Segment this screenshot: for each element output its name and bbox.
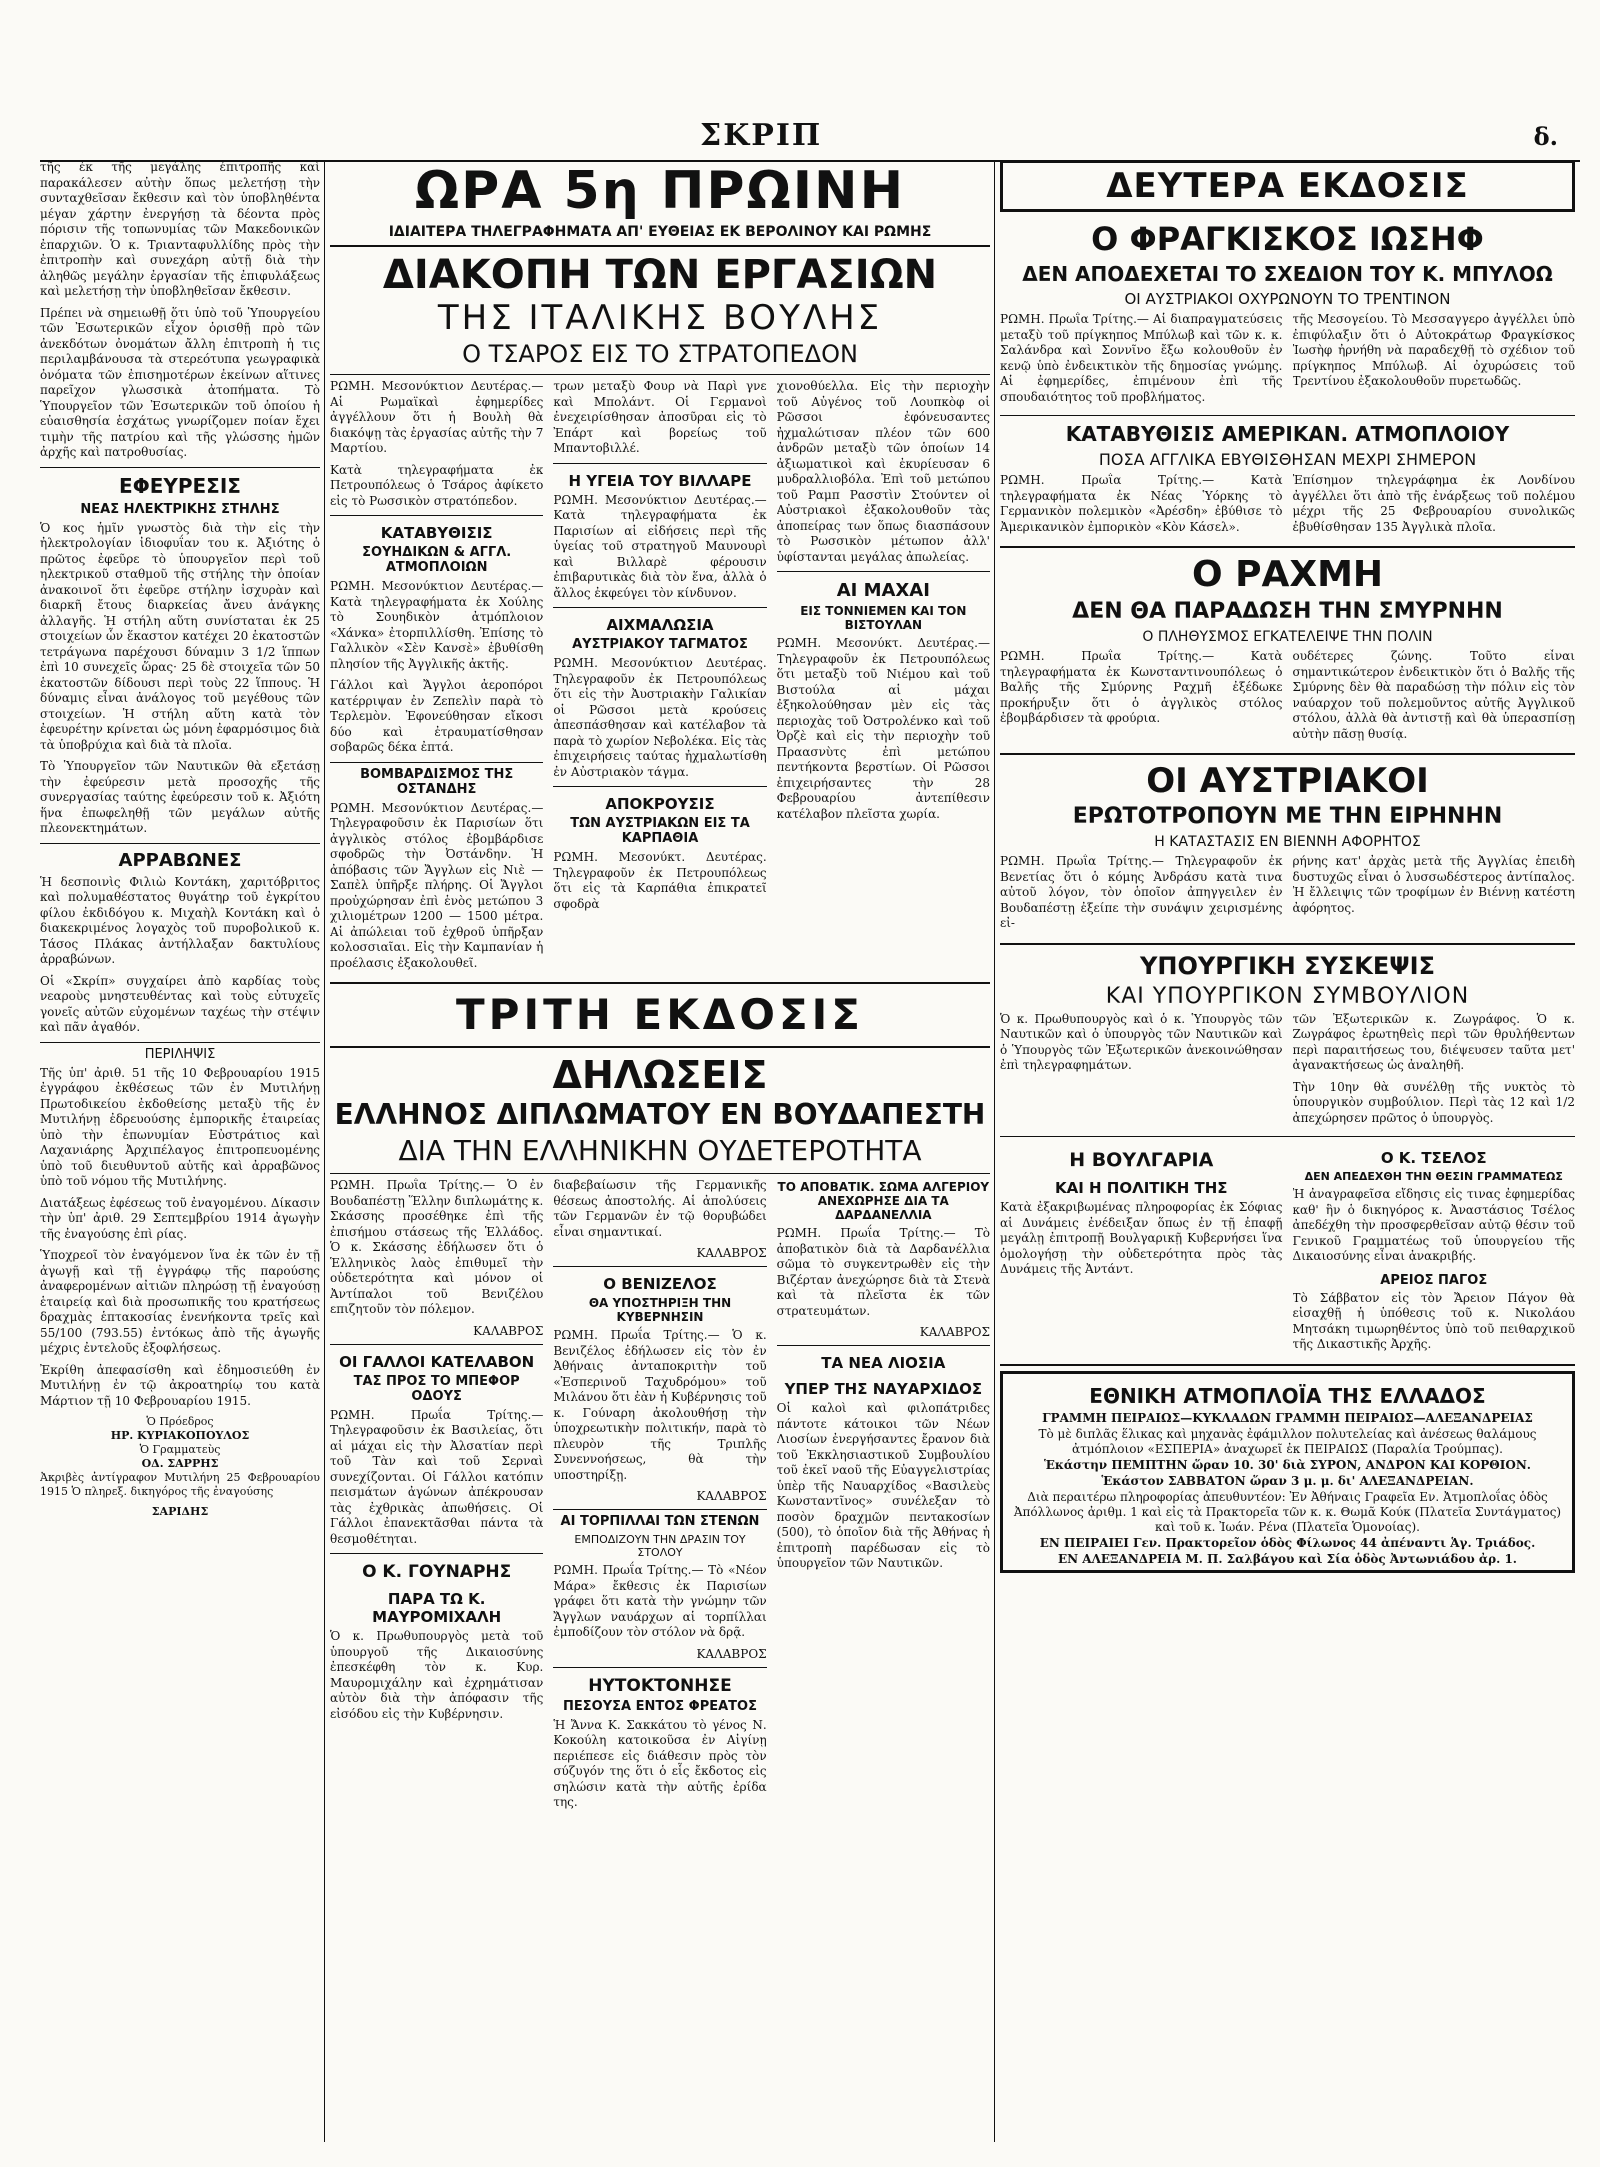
headline: ΑΙΧΜΑΛΩΣΙΑ: [606, 616, 714, 634]
headline: ΑΙ ΜΑΧΑΙ: [836, 580, 930, 601]
signature-name: ΟΔ. ΣΑΡΡΗΣ: [141, 1457, 219, 1470]
lead-subheadline: Ο ΤΣΑΡΟΣ ΕΙΣ ΤΟ ΣΤΡΑΤΟΠΕΔΟΝ: [462, 340, 858, 368]
headline: ΑΡΕΙΟΣ ΠΑΓΟΣ: [1380, 1272, 1488, 1288]
headline: ΤΑ ΝΕΑ ΛΙΟΣΙΑ: [821, 1354, 946, 1372]
column-left: [40, 160, 320, 2150]
article-text: ΡΩΜΗ. Μεσονύκτιον Δευτέρας.— Αἱ Ρωμαϊκαὶ ἐφημερίδες ἀγγέλλουν ὅτι ἡ Βουλὴ θὰ διακόψῃ τὰς ἐργασίας αὐτῆς τὴν 7 Μαρτίου.: [330, 379, 544, 455]
article-text: Οἱ καλοὶ καὶ φιλοπάτριδες πάντοτε κάτοικοι τῶν Νέων Λιοσίων ἐνεργήσαντες ἔρανον διὰ τοῦ Ἐκκλησιαστικοῦ Συμβουλίου τοῦ ἐκεῖ ναοῦ τῆς Εὐαγγελιστρίας ὑπὲρ τῆς Ναυαρχίδος «Βασιλεὺς Κωνσταντῖνος» συνέλεξαν τὸ ποσὸν δραχμῶν πεντακοσίων (500), τὸ ὁποῖον διὰ τῆς Ἀθήνας ἡ ἐπιτροπὴ παρέδωσαν εἰς τὸ ὑπουργεῖον τῶν Ναυτικῶν.: [776, 1401, 990, 1570]
subheadline: ΑΥΣΤΡΙΑΚΟΥ ΤΑΓΜΑΤΟΣ: [572, 637, 748, 652]
article-text: Ἐπίσημον τηλεγράφημα ἐκ Λονδίνου ἀγγέλλει ὅτι ἀπὸ τῆς ἐνάρξεως τοῦ πολέμου μέχρι τῆς 25 Φεβρουαρίου συνολικῶς ἐβυθίσθησαν 135 Ἀγγλικὰ πλοῖα.: [1292, 473, 1575, 534]
headline: ΔΕΝ ΑΠΟΔΕΧΕΤΑΙ ΤΟ ΣΧΕΔΙΟΝ ΤΟΥ Κ. ΜΠΥΛΟΩ: [1022, 262, 1553, 286]
headline: ΟΙ ΓΑΛΛΟΙ ΚΑΤΕΛΑΒΟΝ: [339, 1352, 535, 1371]
subheadline: ΠΟΣΑ ΑΓΓΛΙΚΑ ΕΒΥΘΙΣΘΗΣΑΝ ΜΕΧΡΙ ΣΗΜΕΡΟΝ: [1098, 450, 1477, 469]
article-text: Διατάξεως ἐφέσεως τοῦ ἐναγομένου. Δίκασιν τὴν ὑπ' ἀριθ. 29 Σεπτεμβρίου 1914 ἀγωγὴν τῆς ἐναγούσης ἐπὶ ρίας.: [40, 1195, 320, 1241]
article-text: Τὸ Ὑπουργεῖον τῶν Ναυτικῶν θὰ εξετάσῃ τὴν ἐφεύρεσιν μετὰ προσοχῆς τῆς συνεργασίας ταύτης ἐφεύρεσιν τοῦ κ. Ἀξιότη ἥνα ἐπωφεληθῇ τῶν μεγάλων αὐτῆς πλεονεκτημάτων.: [40, 759, 320, 835]
lower-columns: [330, 1178, 990, 1817]
article-text: ΡΩΜΗ. Μεσονύκτιον Δευτέρας. Τηλεγραφοῦν ἐκ Πετρουπόλεως ὅτι εἰς τὴν Ἀυστριακὴν Γαλικίαν οἱ Ρῶσσοι μετὰ κρούσεις ἀπεσπάσθησαν καὶ κατέλαβον τὰ παρὰ τὸ χωρίον Νεβολέκα. Εἰς τὰς ἐπιχειρήσεις ταύτας ἠχμαλωτίσθη ἐν Αὐστριακὸν τάγμα.: [553, 656, 767, 779]
column-divider: [994, 162, 995, 2142]
headline: ΑΡΡΑΒΩΝΕΣ: [118, 849, 242, 871]
article-text: Γάλλοι καὶ Ἄγγλοι ἀεροπόροι κατέρριψαν ἐν Ζεπελὶν παρὰ τὸ Τερλεμὸν. Ἐφονεύθησαν εἴκοσι δύο καὶ ἐτραυματίσθησαν σοβαρῶς δέκα ἐπτά.: [330, 678, 544, 754]
byline: ΚΑΛΑΒΡΟΣ: [696, 1246, 767, 1260]
article-text: ΡΩΜΗ. Μεσονύκτιον Δευτέρας.— Κατὰ τηλεγραφήματα ἐκ Παρισίων αἱ εἰδήσεις περὶ τῆς ὑγείας τοῦ στρατηγοῦ Μαυνουρὶ καὶ Βιλλαρὲ φέρουσιν ἐπιβαρυτικὰς διὰ τὸν ἕνα, ἀλλὰ ὁ ἄλλος ἐκφεύγει τὸν κίνδυνον.: [553, 492, 767, 600]
article-text: ρήνης κατ' ἀρχὰς μετὰ τῆς Ἀγγλίας ἐπειδὴ δυστυχῶς εἶναι ὁ λυσσωδέστερος ἀντίπαλος. Ἡ ἔλλειψις τῶν τροφίμων ἐν Βιέννῃ κατέστη ἀφόρητος.: [1292, 854, 1575, 915]
subheadline: ΝΕΑΣ ΗΛΕΚΤΡΙΚΗΣ ΣΤΗΛΗΣ: [80, 501, 280, 517]
ad-headline: ΕΘΝΙΚΗ ΑΤΜΟΠΛΟΪΑ ΤΗΣ ΕΛΛΑΔΟΣ: [1089, 1383, 1486, 1408]
article-text: Τῆς ὑπ' ἀριθ. 51 τῆς 10 Φεβρουαρίου 1915 ἐγγράφου ἐκθέσεως τῶν ἐν Μυτιλήνῃ Πρωτοδικείου ἐκδοθείσης μεταξὺ τῆς ἐν Μυτιλήνῃ ἐδρευούσης ἐμπορικῆς ἑταιρείας ὑπὸ τὴν ἐπωνυμίαν Εὐστράτιος καὶ Λαχανιάρης Ἀρχιπέλαγος ἐπιτροπευομένης ὑπὸ τοῦ διευθυντοῦ αὐτῆς καὶ ἀρραβῶνος ὑπὸ τοῦ νόμου τῆς Μυτιλήνης.: [40, 1065, 320, 1188]
lead-headline: ΤΗΣ ΙΤΑΛΙΚΗΣ ΒΟΥΛΗΣ: [437, 298, 883, 338]
byline: ΚΑΛΑΒΡΟΣ: [696, 1646, 767, 1661]
subheadline: ΕΙΣ ΤΟΝΝΙΕΜΕΝ ΚΑΙ ΤΟΝ ΒΙΣΤΟΥΛΑΝ: [800, 604, 967, 632]
subheadline: Ο ΠΛΗΘΥΣΜΟΣ ΕΓΚΑΤΕΛΕΙΨΕ ΤΗΝ ΠΟΛΙΝ: [1142, 629, 1433, 645]
subheadline: ΟΙ ΑΥΣΤΡΙΑΚΟΙ ΟΧΥΡΩΝΟΥΝ ΤΟ ΤΡΕΝΤΙΝΟΝ: [1124, 290, 1451, 308]
banner-headline: ΩΡΑ 5η ΠΡΩΙΝΗ: [414, 161, 906, 221]
subheadline: ΥΠΕΡ ΤΗΣ ΝΑΥΑΡΧΙΔΟΣ: [784, 1380, 983, 1398]
headline: ΚΑΤΑΒΥΘΙΣΙΣ: [380, 524, 493, 542]
article-text: Κατὰ τηλεγραφήματα ἐκ Πετρουπόλεως ὁ Τσάρος ἀφίκετο εἰς τὸ Ρωσσικὸν στρατόπεδον.: [330, 462, 544, 508]
ad-text: ΕΝ ΠΕΙΡΑΙΕΙ Γεν. Πρακτορεῖον ὁδὸς Φίλωνος 44 ἀπέναντι Ἁγ. Τριάδος.: [1039, 1535, 1536, 1550]
article-text: Ὁ κ. Πρωθυπουργὸς μετὰ τοῦ ὑπουργοῦ τῆς Δικαιοσύνης ἐπεσκέφθη τὸν κ. Κυρ. Μαυρομιχάλην καὶ ἐχρημάτισαν αὐτὸν διὰ τὴν ἀπόφασιν τῆς εἰσόδου εἰς τὴν Κυβέρνησιν.: [330, 1629, 544, 1721]
article-columns: [1000, 473, 1575, 541]
subheadline: ΠΕΣΟΥΣΑ ΕΝΤΟΣ ΦΡΕΑΤΟΣ: [563, 1698, 757, 1714]
article-columns: [1000, 1141, 1575, 1359]
article-text: ΡΩΜΗ. Πρωΐα Τρίτης.— Τηλεγραφοῦσιν ἐκ Βασιλείας, ὅτι αἱ μάχαι εἰς τὴν Ἀλσατίαν περὶ τοῦ Τὰν καὶ τοῦ Σερναὶ συνεχίζονται. Οἱ Γάλλοι κατόπιν πεισμάτων ἀγώνων ἀπέκρουσαν τὰς ἐχθρικὰς ἀπωθήσεις. Οἱ Γάλλοι ἐπανεκτᾶσθαι πάντα τὰ θεσμοθέτηται.: [330, 1407, 544, 1546]
subheadline: ΕΜΠΟΔΙΖΟΥΝ ΤΗΝ ΔΡΑΣΙΝ ΤΟΥ ΣΤΟΛΟΥ: [574, 1533, 746, 1559]
edition-banner: ΤΡΙΤΗ ΕΚΔΟΣΙΣ: [456, 990, 864, 1039]
headline: Ο ΡΑΧΜΗ: [1191, 554, 1384, 595]
signature-name: ΗΡ. ΚΥΡΙΑΚΟΠΟΥΛΟΣ: [110, 1429, 250, 1442]
signature-label: Ὁ Γραμματεὺς: [139, 1443, 221, 1456]
article-text: ΡΩΜΗ. Πρωΐα Τρίτης.— Κατὰ τηλεγραφήματα ἐκ Κωνσταντινουπόλεως ὁ Βαλῆς τῆς Σμύρνης Ραχμῆ ἐξέδωκε προκήρυξιν ὅτι ὁ ἀγγλικὸς στόλος ἐβομβάρδισεν τὰ φρούρια.: [1000, 649, 1283, 725]
edition-banner: ΔΕΥΤΕΡΑ ΕΚΔΟΣΙΣ: [1000, 160, 1575, 212]
headline: ΠΕΡΙΛΗΨΙΣ: [144, 1046, 216, 1062]
lead-columns: [330, 379, 990, 977]
subheadline: Η ΚΑΤΑΣΤΑΣΙΣ ΕΝ ΒΙΕΝΝΗ ΑΦΟΡΗΤΟΣ: [1154, 834, 1421, 850]
article-text: ΡΩΜΗ. Μεσονύκτιον Δευτέρας.— Κατὰ τηλεγραφήματα ἐκ Χούλης τὸ Σουηδικὸν ἀτμόπλοιον «Χάνκα» ἐτορπιλλίσθη. Ἐπίσης τὸ Γαλλικὸν «Σὲν Κανσὲ» ἐβυθίσθη πλησίον τῆς Ἀγγλικῆς ἀκτῆς.: [330, 579, 544, 671]
article-text: τῶν Ἐξωτερικῶν κ. Ζωγράφος. Ὁ κ. Ζωγράφος ἐρωτηθεὶς περὶ τῶν θρυλήθεντων περὶ παραιτήσεως του, διέψευσεν ταῦτα μετ' ἀγανακτήσεως ὡς ἀναληθῆ.: [1292, 1011, 1575, 1072]
column-right: [1000, 160, 1575, 2150]
subheadline: ΠΑΡΑ ΤΩ Κ. ΜΑΥΡΟΜΙΧΑΛΗ: [372, 1590, 502, 1626]
headline: ΚΑΤΑΒΥΘΙΣΙΣ ΑΜΕΡΙΚΑΝ. ΑΤΜΟΠΛΟΙΟΥ: [1065, 422, 1510, 446]
article-text: Πρέπει νὰ σημειωθῇ ὅτι ὑπὸ τοῦ Ὑπουργείου τῶν Ἐσωτερικῶν εἶχον ὁρισθῇ πρὸ τῶν ἀνεκδότων ὀνομάτων ἄλλη ἐπιτροπὴ ἡ τις περιλαμβάνουσα τὰ στερεότυπα γεωγραφικὰ ὀνόματα τῶν ἐπισημοτέρων ἐκείνων αἵτινες παρεῖχον γλωσσικὰ ἀτοπήματα. Τὸ Ὑπουργεῖον τῶν Ἐσωτερικῶν τοῦ ὁποίου ἡ εὐαισθησία ἐσχάτως γνωρίζομεν ποίαν ἔχει τιμὴν τῆς πατρίου καὶ τῆς γλώσσης ἠμῶν ἀρχῆς καὶ πατροθυσίας.: [40, 305, 320, 459]
article-columns: [1000, 1012, 1575, 1133]
newspaper-title: ΣΚΡΙΠ: [700, 118, 823, 153]
subheadline: ΤΩΝ ΑΥΣΤΡΙΑΚΩΝ ΕΙΣ ΤΑ ΚΑΡΠΑΘΙΑ: [570, 816, 750, 846]
article-text: ΡΩΜΗ. Μεσονύκτ. Δευτέρας. Τηλεγραφοῦν ἐκ Πετρουπόλεως ὅτι εἰς τὰ Καρπάθια ἐπικρατεῖ σφοδρὰ: [553, 850, 767, 911]
article-text: Τὴν 10ην θὰ συνέλθῃ τῆς νυκτὸς τὸ ὑπουργικὸν συμβούλιον. Περὶ τὰς 12 καὶ 1/2 ἀπεχώρησεν πρῶτος ὁ ὑπουργὸς.: [1292, 1079, 1575, 1125]
article-columns: [1000, 649, 1575, 748]
column-middle: [330, 160, 990, 2150]
advertisement: [1000, 1371, 1575, 1573]
article-text: Ἡ δεσποινὶς Φιλιὼ Κοντάκη, χαριτόβριτος καὶ πολυμαθέστατος θυγάτηρ τοῦ ἐγκρίτου φίλου ἐκδιδόγου κ. Μιχαὴλ Κοντάκη καὶ ὁ διακεκριμένος λογαχὸς τοῦ πυροβολικοῦ κ. Τάσος Πλάκας ἀντήλλαξαν δακτυλίους ἀρραβώνων.: [40, 874, 320, 966]
lead-headline: ΔΙΑΚΟΠΗ ΤΩΝ ΕΡΓΑΣΙΩΝ: [382, 252, 938, 298]
headline: ΕΛΛΗΝΟΣ ΔΙΠΛΩΜΑΤΟΥ ΕΝ ΒΟΥΔΑΠΕΣΤΗ: [334, 1098, 986, 1131]
article-text: Ἡ ἀναγραφεῖσα εἴδησις εἰς τινας ἐφημερίδας καθ' ἣν ὁ δικηγόρος κ. Ἀναστάσιος Τσέλος ἀπεδέχθη τὴν προσφερθεῖσαν αὐτῷ θέσιν τοῦ Γενικοῦ Γραμματέως τοῦ ὑπουργείου τῆς Δικαιοσύνης εἶναι ἀνακριβής.: [1292, 1187, 1575, 1263]
article-text: χιονοθύελλα. Εἰς τὴν περιοχὴν τοῦ Αὐγένος τοῦ Λουπκὸφ οἱ Ρῶσσοι ἐφόνευσαντες ἠχμαλώτισαν πλέον τῶν 600 ἀνδρῶν μεταξὺ τῶν ὁποίων 14 ἀξιωματικοὶ καὶ ἐκυρίευσαν 6 μυδραλλιοβόλα. Ἐπὶ τοῦ μετώπου τοῦ Ραμπ Ρασστὶν Στούντεν οἱ Αὐστριακοὶ ἐξακολουθοῦν τὰς ἀποπείρας των ὅπως διασπάσουν τὸ Ρωσσικὸν μέτωπον ἀλλ' ὑφίστανται μεγάλας ἀπωλείας.: [776, 379, 990, 564]
subheadline: ΣΟΥΗΔΙΚΩΝ & ΑΓΓΛ. ΑΤΜΟΠΛΟΙΩΝ: [362, 545, 512, 575]
headline: ΗΥΤΟΚΤΟΝΗΣΕ: [588, 1675, 732, 1696]
article-text: διαβεβαίωσιν τῆς Γερμανικῆς θέσεως ἀποστολής. Αἱ ἀπολύσεις τῶν Γερμανῶν ἐν τῷ θορυβώδει εἶναι σημαντικαί.: [553, 1178, 767, 1239]
subheadline: ΤΑΣ ΠΡΟΣ ΤΟ ΜΠΕΦΟΡ ΟΔΟΥΣ: [353, 1373, 520, 1404]
headline: Ο ΒΕΝΙΖΕΛΟΣ: [603, 1275, 717, 1293]
article-columns: [1000, 312, 1575, 411]
headline: ΟΙ ΑΥΣΤΡΙΑΚΟΙ: [1146, 761, 1429, 801]
column-divider: [324, 162, 325, 2142]
headline: Η ΥΓΕΙΑ ΤΟΥ ΒΙΛΛΑΡΕ: [568, 471, 752, 490]
masthead: [40, 118, 1580, 158]
article-text: Ἡ Ἄννα Κ. Σακκάτου τὸ γένος Ν. Κοκούλη κατοικοῦσα ἐν Αἰγίνῃ περιέπεσε εἰς διάθεσιν πρὸς τὸν σύζυγόν της ὅτι ὁ εἷς ἔκδοτος εἰς σηλώσιν κατὰ τὴν αὐτῆς ἐρίδα της.: [553, 1717, 767, 1809]
headline: ΕΡΩΤΟΤΡΟΠΟΥΝ ΜΕ ΤΗΝ ΕΙΡΗΝΗΝ: [1072, 804, 1503, 829]
ad-text: Ἑκάστον ΣΑΒΒΑΤΟΝ ὥραν 3 μ. μ. δι' ΑΛΕΞΑΝΔΡΕΙΑΝ.: [1101, 1473, 1474, 1488]
article-text: Ὁ κ. Πρωθυπουργὸς καὶ ὁ κ. Ὑπουργὸς τῶν Ναυτικῶν καὶ ὁ ὑπουργὸς τῶν Ναυτικῶν καὶ ὁ Ὑπουργὸς τῶν Ἐξωτερικῶν ἀνεκοινώθησαν ἐπὶ τηλεγραφημάτων.: [1000, 1011, 1283, 1072]
article-text: Ἐκρίθη ἀπεφασίσθη καὶ ἐδημοσιεύθη ἐν Μυτιλήνῃ ἐν τῷ ἀκροατηρίῳ του κατὰ Μάρτιον τῇ 10 Φεβρουαρίου 1915.: [40, 1362, 320, 1408]
byline: ΚΑΛΑΒΡΟΣ: [473, 1323, 544, 1338]
ad-text: Ἑκάστην ΠΕΜΠΤΗΝ ὥραν 10. 30' διὰ ΣΥΡΟΝ, ΑΝΔΡΟΝ ΚΑΙ ΚΟΡΘΙΟΝ.: [1044, 1457, 1531, 1472]
subheadline: ΚΑΙ ΥΠΟΥΡΓΙΚΟΝ ΣΥΜΒΟΥΛΙΟΝ: [1105, 983, 1470, 1009]
article-text: ΡΩΜΗ. Μεσονύκτ. Δευτέρας.— Τηλεγραφοῦν ἐκ Πετρουπόλεως ὅτι μεταξὺ τοῦ Νιέμου καὶ τοῦ Βιστούλα αἱ μάχαι ἐξηκολούθησαν μὲν εἰς τὰς περιοχὰς τοῦ Ὀστρολένκο καὶ τοῦ Ὀρζὲ καὶ εἰς τὴν περιοχὴν τοῦ Πραασνὺτς ἐπὶ μετώπου πεντήκοντα βερστίων. Οἱ Ρῶσσοι ἐπιχειρήσαντες τὴν 28 Φεβρουαρίου ἀντεπίθεσιν κατέλαβον πλεῖστα χωρία.: [776, 636, 990, 821]
article-text: ΡΩΜΗ. Πρωΐα Τρίτης.— Τὸ ἀποβατικὸν διὰ τὰ Δαρδανέλλια σῶμα τὸ συγκεντρωθὲν εἰς τὴν Βιζέρταν ἀνεχώρησε διὰ τὰ Στενὰ καὶ τὰ πλεῖστα ἐκ τῶν στρατευμάτων.: [776, 1226, 990, 1318]
article-text: ΡΩΜΗ. Πρωΐα Τρίτης.— Ὁ κ. Βενιζέλος ἐδήλωσεν εἰς τὸν ἐν Ἀθήναις ἀνταποκριτὴν τοῦ «Ἑσπερινοῦ Ταχυδρόμου» τοῦ Μιλάνου ὅτι ἐὰν ἡ Κυβέρνησις τοῦ κ. Γούναρη ἀκολουθήσῃ τὴν ὑποχρεωτικὴν πολιτικήν, παρὰ τὸ πλευρὸν τῆς Τριπλῆς Συνεννοήσεως, θὰ τὴν υποστηρίξῃ.: [553, 1328, 767, 1482]
byline: ΚΑΛΑΒΡΟΣ: [696, 1489, 767, 1503]
article-text: τῆς Μεσογείου. Τὸ Μεσσαγγερο ἀγγέλλει ὑπὸ ἐπιφύλαξιν ὅτι ὁ Αὐτοκράτωρ Φραγκίσκος Ἰωσὴφ ἠρνήθη νὰ παραδεχθῇ τὸ σχέδιον τοῦ πρίγκηπος Μπύλωβ. Αἱ ὀχυρώσεις τοῦ Τρεντίνου ἐξακολουθοῦν πυρετωδῶς.: [1292, 312, 1575, 388]
banner-subheadline: ΙΔΙΑΙΤΕΡΑ ΤΗΛΕΓΡΑΦΗΜΑΤΑ ΑΠ' ΕΥΘΕΙΑΣ ΕΚ ΒΕΡΟΛΙΝΟΥ ΚΑΙ ΡΩΜΗΣ: [388, 224, 932, 240]
article-text: ουδέτερες ζώνης. Τοῦτο εἶναι σημαντικώτερον ἐνδεικτικὸν ὅτι ὁ Βαλῆς τῆς Σμύρνης δὲν θὰ παραδώσῃ τὴν πόλιν εἰς τὸν ναύαρχον τοῦ πολεμοῦντος αὐτῆς Ἀγγλικοῦ στόλου, ἀλλὰ θὰ ἀντιστῇ καὶ θὰ ὑπερασπίσῃ αὐτὴν πᾶσῃ θυσίᾳ.: [1292, 649, 1575, 741]
article-text: Ὁ κος ἡμῖν γνωστὸς διὰ τὴν εἰς τὴν ἠλεκτρολογίαν ἰδιοφυΐαν του κ. Ἀξιότης ὁ πρῶτος ἐφεῦρε τὸ ὑπουργεῖον περὶ τοῦ ηλεκτρικοῦ σταθμοῦ τῆς στήλης τὴν ὁποίαν ἀνακοινοῖ ὅτι ἐφεῦρε στήλην ἰσχυρὰν καὶ διαρκῆ ἔτους διαρκείας ἄνευ ἀνάγκης ἀλλαγῆς. Ἡ στήλη αὕτη συνίσταται ἐκ 25 στοιχείων ὧν ἕκαστον κατέχει 20 ἑκατοστῶν τετράγωνα παρέχουσι δύναμιν 3 1/2 ἵππων ἐπὶ 10 συνεχεῖς ὥρας· 25 δὲ στοιχεῖα τῶν 50 ἑκατοστῶν δίδουσι περὶ τοὺς 22 ἵππους. Ἡ δύναμις εἶναι ἀνάλογος τοῦ μεγέθους τῶν στοιχείων. Ἡ στήλη αὕτη κατὰ τὸν ἐφευρέτην κρίνεται ὡς μόνη ἐφαρμόσιμος διὰ τὰ ὑποβρύχια καὶ διὰ τὰ πλοῖα.: [40, 520, 320, 752]
article-text: Κατὰ ἐξακριβωμένας πληροφορίας ἐκ Σόφιας αἱ Δυνάμεις ἐνέδειξαν ὅπως ἐν τῇ ἐπαφῇ μεγάλῃ ἐπιτροπῇ Βουλγαρικῇ Κυβερνήσει ἵνα ὁμολογήσῃ τὴν οὐδετερότητα πρὸς τὰς Δυνάμεις τῆς Ἀντάντ.: [1000, 1200, 1283, 1276]
byline: ΚΑΛΑΒΡΟΣ: [919, 1325, 990, 1339]
headline: ΑΠΟΚΡΟΥΣΙΣ: [605, 795, 715, 813]
subheadline: ΚΑΙ Η ΠΟΛΙΤΙΚΗ ΤΗΣ: [1054, 1179, 1228, 1197]
article-text: τῆς ἐκ τῆς μεγάλης ἐπιτροπῆς καὶ παρακάλεσεν αὐτὴν ὅπως μελετήσῃ τὴν συνταχθεῖσαν ἔκθεσιν καὶ τὸν ὑποβληθέντα μέγαν χάρτην ἐνεργήσῃ τὰ δέοντα πρὸς πόρισιν τῆς τοπωνυμίας τῶν Μακεδονικῶν ἐπαρχιῶν. Ὁ κ. Τριανταφυλλίδης πρὸς τὴν ἐπιτροπὴν καὶ συνεχάρη αὐτῇ διὰ τὴν ἀληθῶς μεγάλην ἐργασίαν τῆς ἐπιφυλάξεως καὶ μελετήσῃ τὴν ὑποβληθεῖσαν ἔκθεσιν.: [40, 160, 320, 298]
page-number: δ.: [1533, 122, 1558, 151]
article-text: ΡΩΜΗ. Μεσονύκτιον Δευτέρας.— Τηλεγραφοῦσιν ἐκ Παρισίων ὅτι ἀγγλικὸς στόλος ἐβομβάρδισε σφοδρῶς τὴν Ὀστάνδην. Ἡ ἀπόβασις τῶν Ἄγγλων εἰς Νιὲ — Σαπὲλ ὑπῆρξε πλήρης. Οἱ Ἄγγλοι προὐχώρησαν ἐπὶ ἑνὸς μετώπου 3 χιλιομέτρων 1200 — 1500 μέτρα. Αἱ ἀπώλειαι τοῦ ἐχθροῦ ὑπῆρξαν κολοσσιαῖαι. Εἰς τὴν Καμπανίαν ἡ προέλασις ἐξακολουθεῖ.: [330, 800, 544, 970]
headline: ΤΟ ΑΠΟΒΑΤΙΚ. ΣΩΜΑ ΑΛΓΕΡΙΟΥ ΑΝΕΧΩΡΗΣΕ ΔΙΑ ΤΑ ΔΑΡΔΑΝΕΛΛΙΑ: [777, 1180, 990, 1222]
ad-text: ΓΡΑΜΜΗ ΠΕΙΡΑΙΩΣ—ΚΥΚΛΑΔΩΝ ΓΡΑΜΜΗ ΠΕΙΡΑΙΩΣ—ΑΛΕΞΑΝΔΡΕΙΑΣ: [1042, 1410, 1533, 1425]
headline: ΒΟΜΒΑΡΔΙΣΜΟΣ ΤΗΣ ΟΣΤΑΝΔΗΣ: [360, 766, 514, 797]
ad-text: Διὰ περαιτέρω πληροφορίας ἀπευθυντέον: Ἐν Ἀθήναις Γραφεῖα Εν. Ἀτμοπλοΐας ὁδὸς Ἀπόλλωνος ἀριθμ. 1 καὶ εἰς τὰ Πρακτορεῖα τῶν κ. κ. Θωμᾶ Κούκ (Πλατεῖα Συντάγματος) καὶ τοῦ κ. Ἰωάν. Ρένα (Πλατεῖα Ὁμονοίας).: [1013, 1489, 1562, 1534]
article-text: ΡΩΜΗ. Πρωΐα Τρίτης.— Ὁ ἐν Βουδαπέστῃ Ἕλλην διπλωμάτης κ. Σκάσσης προσέθηκε ἐπὶ τῆς ἐπισήμου στάσεως τῆς Ἑλλάδος. Ὁ κ. Σκάσσης ἐδήλωσεν ὅτι ὁ Ἑλληνικὸς λαὸς ἐπιθυμεῖ τὴν οὐδετερότητα καὶ μόνον οἱ Ἀντίπαλοι τοῦ Βενιζέλου επιζητοῦν τὸν πόλεμον.: [330, 1178, 544, 1316]
headline: ΔΗΛΩΣΕΙΣ: [552, 1053, 768, 1097]
subheadline: ΔΙΑ ΤΗΝ ΕΛΛΗΝΙΚΗΝ ΟΥΔΕΤΕΡΟΤΗΤΑ: [398, 1134, 922, 1167]
headline: Ο Κ. ΓΟΥΝΑΡΗΣ: [362, 1562, 512, 1582]
headline: Η ΒΟΥΛΓΑΡΙΑ: [1069, 1149, 1214, 1171]
article-columns: [1000, 854, 1575, 938]
headline: ΥΠΟΥΡΓΙΚΗ ΣΥΣΚΕΨΙΣ: [1140, 951, 1435, 980]
signature-label: Ὁ Πρόεδρος: [146, 1415, 214, 1428]
article-text: ΡΩΜΗ. Πρωΐα Τρίτης.— Τὸ «Νέον Μάρα» ἔκθεσις ἐκ Παρισίων γράφει ὅτι κατὰ τὴν γνώμην τῶν Ἄγγλων ναυάρχων αἱ τορπίλλαι ἐμποδίζουν τὸν στόλον νὰ δρᾷ.: [553, 1563, 767, 1639]
headline: Ο Κ. ΤΣΕΛΟΣ: [1380, 1149, 1487, 1167]
article-text: Ὑποχρεοῖ τὸν ἐναγόμενον ἵνα ἐκ τῶν ἐν τῇ ἀγωγῇ καὶ τῇ ἐγγράφῳ τῆς παρούσης ἀναφερομένων αἰτιῶν πληρώσῃ τῇ ἐναγούσῃ ἑταιρείᾳ καὶ διὰ προσωπικῆς του κρατήσεως δραχμὰς ἑπτακοσίας ἐνενήκοντα τρεῖς καὶ 55/100 (793.55) ἐντόκως ἀπὸ τῆς ἀγωγῆς μέχρις ἐντελοῦς ἐξοφλήσεως.: [40, 1248, 320, 1355]
headline: ΕΦΕΥΡΕΣΙΣ: [119, 473, 241, 498]
article-text: ΡΩΜΗ. Πρωΐα Τρίτης.— Αἱ διαπραγματεύσεις μεταξὺ τοῦ πρίγκηπος Μπύλωβ καὶ τῶν κ. κ. Σαλάνδρα καὶ Σοννῖνο ἔξω κολουθοῦν ἐν κενῷ ὑπὸ ἐνδεικτικὸν τῆς δημοσίας γνώμης. Αἱ ἐφημερίδες, ἐπιμένουν ἐπὶ τῆς σπουδαιότητος τοῦ προβλήματος.: [1000, 312, 1283, 404]
article-text: Τὸ Σάββατον εἰς τὸν Ἄρειον Πάγον θὰ εἰσαχθῇ ἡ ὑπόθεσις τοῦ κ. Νικολάου Μητσάκη τιμωρηθέντος ὑπὸ τοῦ πειθαρχικοῦ τῆς Δικαστικῆς Ἀρχῆς.: [1292, 1290, 1575, 1351]
headline: ΔΕΝ ΘΑ ΠΑΡΑΔΩΣΗ ΤΗΝ ΣΜΥΡΝΗΝ: [1072, 599, 1503, 624]
article-text: Οἱ «Σκρίπ» συγχαίρει ἀπὸ καρδίας τοὺς νεαροὺς μνηστευθέντας καὶ τοὺς εὐτυχεῖς γονεῖς αὐτῶν εὐχομένων ταχέως τὴν στέψιν καὶ πᾶν ἀγαθόν.: [40, 973, 320, 1034]
headline: Ο ΦΡΑΓΚΙΣΚΟΣ ΙΩΣΗΦ: [1091, 220, 1484, 258]
ad-text: ΕΝ ΑΛΕΞΑΝΔΡΕΙΑ Μ. Π. Σαλβάγου καὶ Σία ὁδὸς Ἀντωνιάδου ἀρ. 1.: [1058, 1551, 1517, 1566]
article-text: τρων μεταξὺ Φουρ νὰ Παρὶ γνε καὶ Μπολάντ. Οἱ Γερμανοὶ ἐνεχειρίσθησαν ἀποσῦραι εἰς τὸ Ἐπάρτ καὶ βορείως τοῦ Μπαντοβιλλέ.: [553, 379, 767, 455]
article-text: ΡΩΜΗ. Πρωΐα Τρίτης.— Κατὰ τηλεγραφήματα ἐκ Νέας Ὑόρκης τὸ Γερμανικὸν πολεμικὸν «Ἀρέσδη» ἐβύθισε τὸ Ἀμερικανικὸν ἐμπορικὸν «Κὸν Κάσελ».: [1000, 473, 1283, 534]
subheadline: ΔΕΝ ΑΠΕΔΕΧΘΗ ΤΗΝ ΘΕΣΙΝ ΓΡΑΜΜΑΤΕΩΣ: [1304, 1170, 1563, 1183]
headline: ΑΙ ΤΟΡΠΙΛΛΑΙ ΤΩΝ ΣΤΕΝΩΝ: [560, 1514, 760, 1529]
article-text: ΡΩΜΗ. Πρωΐα Τρίτης.— Τηλεγραφοῦν ἐκ Βενετίας ὅτι ὁ κόμης Ἀνδράσυ κατὰ τινα αὐτοῦ λόγον, τὸν ὁποῖον ἀπηγγειλεν ἐν Βουδαπέστῃ ἐξείπε τὴν συνάψιν χειρισμένης εἰ-: [1000, 854, 1283, 930]
subheadline: ΘΑ ΥΠΟΣΤΗΡΙΞΗ ΤΗΝ ΚΥΒΕΡΝΗΣΙΝ: [588, 1296, 732, 1324]
signature-name: ΣΑΡΙΔΗΣ: [151, 1505, 209, 1518]
article-text: Ἀκριβὲς ἀντίγραφον Μυτιλήνη 25 Φεβρουαρίου 1915 Ὁ πληρεξ. δικηγόρος τῆς ἐναγούσης: [40, 1471, 320, 1498]
ad-text: Τὸ μὲ διπλᾶς ἕλικας καὶ μηχανὰς ἐφάμιλλον πολυτελείας καὶ ἀνέσεως θαλάμους ἀτμόπλοιον «ΕΣΠΕΡΙΑ» ἀναχωρεῖ ἐκ ΠΕΙΡΑΙΩΣ (Παραλία Τρούμπας).: [1038, 1426, 1537, 1456]
